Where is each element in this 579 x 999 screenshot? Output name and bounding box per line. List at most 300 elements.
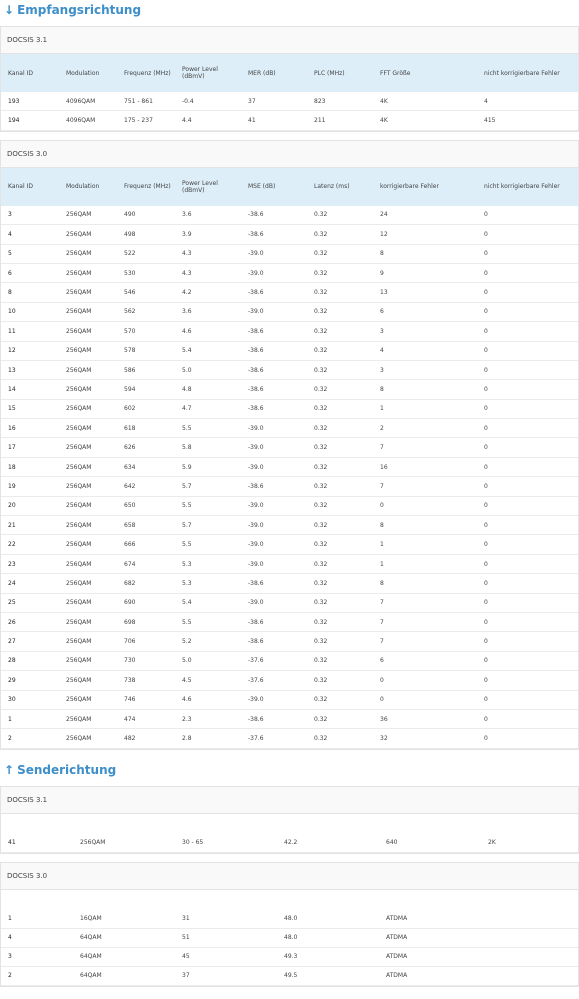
table-cell: 25: [1, 593, 59, 612]
table-cell: 562: [117, 302, 175, 321]
table-cell: 706: [117, 632, 175, 651]
table-cell: 256QAM: [59, 651, 117, 670]
table-cell: 0.32: [307, 341, 373, 360]
table-cell: 482: [117, 729, 175, 748]
table-cell: 498: [117, 225, 175, 244]
column-header: Kanal ID: [1, 54, 59, 92]
table-cell: 0: [373, 496, 477, 515]
table-cell: 0: [477, 612, 578, 631]
table-cell: 1: [373, 535, 477, 554]
table-cell: 0: [477, 206, 578, 225]
table-cell: 4.8: [175, 380, 241, 399]
table-cell: 2K: [481, 834, 578, 853]
table-cell: -38.6: [241, 206, 307, 225]
table-cell: 64QAM: [73, 928, 175, 947]
table-cell: 730: [117, 651, 175, 670]
table-cell: [481, 928, 578, 947]
table-row: [1, 244, 578, 263]
table-cell: 1: [1, 709, 59, 728]
downstream-docsis31-table: [1, 54, 578, 131]
table-cell: 7: [373, 438, 477, 457]
table-cell: 0: [477, 690, 578, 709]
table-row: [1, 516, 578, 535]
column-header: MER (dB): [241, 54, 307, 92]
table-row: [1, 380, 578, 399]
table-cell: 0.32: [307, 283, 373, 302]
table-cell: 0.32: [307, 593, 373, 612]
table-cell: 24: [373, 206, 477, 225]
table-cell: 17: [1, 438, 59, 457]
table-cell: 5.3: [175, 554, 241, 573]
table-row: [1, 457, 578, 476]
upstream-heading: [0, 760, 579, 780]
table-cell: -39.0: [241, 419, 307, 438]
table-cell: 0.32: [307, 438, 373, 457]
downstream-docsis30-table: [1, 168, 578, 749]
table-row: [1, 535, 578, 554]
table-cell: 6: [1, 263, 59, 282]
column-header: Power Level (dBmV): [175, 168, 241, 206]
table-cell: 256QAM: [59, 593, 117, 612]
table-cell: 3: [373, 360, 477, 379]
table-cell: 490: [117, 206, 175, 225]
table-cell: 7: [373, 477, 477, 496]
table-cell: 4096QAM: [59, 92, 117, 111]
table-cell: 0: [477, 477, 578, 496]
table-cell: -37.6: [241, 651, 307, 670]
table-cell: 49.3: [277, 947, 379, 966]
table-cell: 64QAM: [73, 966, 175, 985]
table-cell: 14: [1, 380, 59, 399]
table-cell: ATDMA: [379, 966, 481, 985]
table-cell: 16: [1, 419, 59, 438]
downstream-title: Empfangsrichtung: [17, 3, 142, 17]
table-cell: 0: [477, 729, 578, 748]
table-cell: 640: [379, 834, 481, 853]
table-cell: -39.0: [241, 593, 307, 612]
table-cell: 0.32: [307, 516, 373, 535]
table-cell: 2: [1, 966, 73, 985]
table-cell: 0: [477, 360, 578, 379]
table-cell: -37.6: [241, 671, 307, 690]
table-row: [1, 834, 578, 853]
table-cell: 29: [1, 671, 59, 690]
table-cell: 9: [373, 263, 477, 282]
table-cell: 5.5: [175, 535, 241, 554]
table-cell: 8: [373, 574, 477, 593]
table-cell: 0.32: [307, 206, 373, 225]
table-cell: 0: [477, 709, 578, 728]
table-cell: 256QAM: [59, 632, 117, 651]
table-cell: -38.6: [241, 632, 307, 651]
table-cell: 256QAM: [59, 671, 117, 690]
table-cell: 738: [117, 671, 175, 690]
table-cell: -38.6: [241, 612, 307, 631]
table-cell: -39.0: [241, 516, 307, 535]
table-cell: ATDMA: [379, 947, 481, 966]
table-cell: -0.4: [175, 92, 241, 111]
table-cell: 634: [117, 457, 175, 476]
table-cell: -38.6: [241, 399, 307, 418]
table-cell: 256QAM: [59, 457, 117, 476]
table-cell: 0.32: [307, 651, 373, 670]
table-cell: 3: [373, 322, 477, 341]
table-cell: 602: [117, 399, 175, 418]
table-cell: 0: [477, 341, 578, 360]
column-header: Power Level (dBmV): [175, 54, 241, 92]
table-cell: 256QAM: [59, 729, 117, 748]
table-cell: 2.3: [175, 709, 241, 728]
table-cell: 16: [373, 457, 477, 476]
table-cell: 28: [1, 651, 59, 670]
table-cell: 20: [1, 496, 59, 515]
table-cell: 23: [1, 554, 59, 573]
table-cell: 4K: [373, 92, 477, 111]
table-cell: 0: [477, 438, 578, 457]
table-cell: 49.5: [277, 966, 379, 985]
table-cell: 2: [373, 419, 477, 438]
table-cell: 0.32: [307, 690, 373, 709]
table-cell: 594: [117, 380, 175, 399]
table-cell: 823: [307, 92, 373, 111]
arrow-up-icon: ↑: [4, 762, 15, 777]
table-cell: 3.6: [175, 206, 241, 225]
table-cell: 5: [1, 244, 59, 263]
table-cell: 0: [477, 535, 578, 554]
upstream-docsis30-table: [1, 890, 578, 986]
table-cell: 0.32: [307, 554, 373, 573]
table-cell: 626: [117, 438, 175, 457]
table-cell: 0: [477, 593, 578, 612]
table-cell: 12: [1, 341, 59, 360]
table-cell: 256QAM: [59, 225, 117, 244]
table-row: [1, 302, 578, 321]
table-cell: [481, 910, 578, 929]
table-cell: 256QAM: [59, 419, 117, 438]
table-cell: -38.6: [241, 283, 307, 302]
table-cell: 3: [1, 206, 59, 225]
table-cell: 256QAM: [59, 516, 117, 535]
table-row: [1, 593, 578, 612]
column-header: Kanal ID: [1, 168, 59, 206]
table-cell: 0: [477, 399, 578, 418]
table-cell: -38.6: [241, 225, 307, 244]
arrow-down-icon: ↓: [4, 3, 15, 17]
table-row: [1, 671, 578, 690]
table-cell: 0.32: [307, 496, 373, 515]
table-cell: 4.3: [175, 263, 241, 282]
table-cell: 175 - 237: [117, 111, 175, 130]
table-cell: 4.4: [175, 111, 241, 130]
table-cell: 5.5: [175, 612, 241, 631]
table-cell: 0: [477, 419, 578, 438]
table-cell: 256QAM: [59, 283, 117, 302]
table-cell: 194: [1, 111, 59, 130]
table-cell: 0.32: [307, 457, 373, 476]
table-cell: 751 - 861: [117, 92, 175, 111]
table-cell: 256QAM: [59, 302, 117, 321]
table-cell: 0.32: [307, 612, 373, 631]
table-cell: 0: [373, 671, 477, 690]
table-cell: 256QAM: [59, 322, 117, 341]
table-cell: 0.32: [307, 380, 373, 399]
table-row: [1, 438, 578, 457]
table-cell: 0.32: [307, 399, 373, 418]
table-cell: ATDMA: [379, 910, 481, 929]
table-cell: 256QAM: [59, 554, 117, 573]
table-cell: -39.0: [241, 244, 307, 263]
table-cell: 16QAM: [73, 910, 175, 929]
table-cell: 3.6: [175, 302, 241, 321]
table-cell: -38.6: [241, 709, 307, 728]
table-cell: 256QAM: [73, 834, 175, 853]
table-row: [1, 690, 578, 709]
table-cell: 19: [1, 477, 59, 496]
upstream-docsis30-panel: [0, 862, 579, 987]
table-row: [1, 966, 578, 985]
table-row: [1, 496, 578, 515]
table-cell: 0: [477, 574, 578, 593]
table-cell: 0: [477, 496, 578, 515]
upstream-docsis30-label: DOCSIS 3.0: [1, 863, 578, 890]
table-cell: 0.32: [307, 574, 373, 593]
table-cell: 0.32: [307, 263, 373, 282]
table-cell: 5.2: [175, 632, 241, 651]
table-cell: 5.5: [175, 496, 241, 515]
upstream-docsis31-panel: [0, 786, 579, 854]
table-cell: 51: [175, 928, 277, 947]
table-cell: 546: [117, 283, 175, 302]
table-cell: 256QAM: [59, 438, 117, 457]
table-cell: 0.32: [307, 419, 373, 438]
table-row: [1, 574, 578, 593]
table-row: [1, 360, 578, 379]
table-cell: -37.6: [241, 729, 307, 748]
table-row: [1, 399, 578, 418]
table-cell: 4: [373, 341, 477, 360]
table-cell: 4.2: [175, 283, 241, 302]
table-cell: 6: [373, 302, 477, 321]
table-cell: 45: [175, 947, 277, 966]
table-cell: 4.6: [175, 322, 241, 341]
table-cell: 42.2: [277, 834, 379, 853]
table-cell: 256QAM: [59, 360, 117, 379]
table-cell: 2.8: [175, 729, 241, 748]
table-cell: 13: [373, 283, 477, 302]
table-row: [1, 554, 578, 573]
table-cell: 8: [373, 244, 477, 263]
table-cell: 5.0: [175, 651, 241, 670]
table-cell: 256QAM: [59, 399, 117, 418]
table-cell: 193: [1, 92, 59, 111]
table-cell: 586: [117, 360, 175, 379]
table-cell: 4: [1, 928, 73, 947]
table-cell: 415: [477, 111, 578, 130]
table-cell: 21: [1, 516, 59, 535]
table-cell: 8: [1, 283, 59, 302]
table-cell: 256QAM: [59, 496, 117, 515]
table-cell: 36: [373, 709, 477, 728]
table-row: [1, 322, 578, 341]
table-cell: 666: [117, 535, 175, 554]
table-cell: 0: [477, 651, 578, 670]
downstream-docsis31-panel: [0, 26, 579, 132]
table-row: [1, 928, 578, 947]
table-cell: 7: [373, 632, 477, 651]
table-cell: 0: [477, 322, 578, 341]
table-cell: 10: [1, 302, 59, 321]
table-cell: 650: [117, 496, 175, 515]
table-cell: 5.4: [175, 593, 241, 612]
table-cell: 26: [1, 612, 59, 631]
table-cell: 1: [373, 399, 477, 418]
table-cell: 4: [477, 92, 578, 111]
table-cell: -39.0: [241, 438, 307, 457]
table-row: [1, 341, 578, 360]
table-cell: 0: [477, 516, 578, 535]
table-row: [1, 263, 578, 282]
table-row: [1, 612, 578, 631]
table-cell: 0.32: [307, 632, 373, 651]
table-cell: 5.3: [175, 574, 241, 593]
table-cell: 570: [117, 322, 175, 341]
table-cell: 32: [373, 729, 477, 748]
table-cell: 474: [117, 709, 175, 728]
table-cell: 530: [117, 263, 175, 282]
table-cell: 31: [175, 910, 277, 929]
table-cell: 11: [1, 322, 59, 341]
table-cell: 8: [373, 516, 477, 535]
table-cell: 256QAM: [59, 341, 117, 360]
table-row: [1, 92, 578, 111]
table-cell: 5.7: [175, 516, 241, 535]
table-cell: -38.6: [241, 360, 307, 379]
downstream-docsis31-label: DOCSIS 3.1: [1, 27, 578, 54]
table-cell: 3: [1, 947, 73, 966]
table-cell: -38.6: [241, 322, 307, 341]
table-cell: 0.32: [307, 244, 373, 263]
table-cell: 41: [1, 834, 73, 853]
table-cell: 4.6: [175, 690, 241, 709]
table-cell: 24: [1, 574, 59, 593]
table-cell: 37: [241, 92, 307, 111]
table-cell: -39.0: [241, 535, 307, 554]
table-cell: 256QAM: [59, 709, 117, 728]
table-row: [1, 283, 578, 302]
table-cell: 1: [373, 554, 477, 573]
table-cell: 578: [117, 341, 175, 360]
table-row: [1, 419, 578, 438]
table-row: [1, 225, 578, 244]
table-cell: 15: [1, 399, 59, 418]
table-cell: 48.0: [277, 910, 379, 929]
column-header: nicht korrigierbare Fehler: [477, 54, 578, 92]
table-cell: 37: [175, 966, 277, 985]
table-cell: 0.32: [307, 709, 373, 728]
table-cell: 256QAM: [59, 206, 117, 225]
table-cell: 618: [117, 419, 175, 438]
table-cell: 0: [477, 671, 578, 690]
table-cell: 4.5: [175, 671, 241, 690]
table-cell: -38.6: [241, 477, 307, 496]
table-cell: 5.0: [175, 360, 241, 379]
table-cell: -38.6: [241, 380, 307, 399]
table-row: [1, 651, 578, 670]
table-row: [1, 111, 578, 130]
table-cell: 4: [1, 225, 59, 244]
table-cell: 6: [373, 651, 477, 670]
column-header: korrigierbare Fehler: [373, 168, 477, 206]
table-cell: -39.0: [241, 496, 307, 515]
table-cell: 256QAM: [59, 535, 117, 554]
table-cell: 0: [477, 244, 578, 263]
table-cell: 48.0: [277, 928, 379, 947]
table-cell: 7: [373, 593, 477, 612]
table-row: [1, 910, 578, 929]
table-cell: 1: [1, 910, 73, 929]
table-cell: [481, 947, 578, 966]
table-cell: 4.7: [175, 399, 241, 418]
table-cell: 256QAM: [59, 690, 117, 709]
table-cell: 5.5: [175, 419, 241, 438]
column-header: nicht korrigierbare Fehler: [477, 168, 578, 206]
table-cell: -39.0: [241, 554, 307, 573]
table-cell: 12: [373, 225, 477, 244]
table-cell: 30: [1, 690, 59, 709]
table-cell: 0.32: [307, 729, 373, 748]
table-cell: 256QAM: [59, 477, 117, 496]
table-cell: 5.9: [175, 457, 241, 476]
table-cell: 0.32: [307, 360, 373, 379]
table-cell: 642: [117, 477, 175, 496]
table-cell: 3.9: [175, 225, 241, 244]
table-row: [1, 632, 578, 651]
table-row: [1, 477, 578, 496]
table-cell: 0: [477, 632, 578, 651]
column-header: MSE (dB): [241, 168, 307, 206]
column-header: Latenz (ms): [307, 168, 373, 206]
table-cell: 698: [117, 612, 175, 631]
table-cell: -39.0: [241, 690, 307, 709]
table-cell: 0: [477, 554, 578, 573]
table-cell: 746: [117, 690, 175, 709]
table-cell: 8: [373, 380, 477, 399]
table-cell: 18: [1, 457, 59, 476]
table-cell: 4.3: [175, 244, 241, 263]
table-cell: 0: [477, 457, 578, 476]
downstream-docsis30-label: DOCSIS 3.0: [1, 141, 578, 168]
table-cell: 256QAM: [59, 244, 117, 263]
table-cell: 27: [1, 632, 59, 651]
column-header: Frequenz (MHz): [117, 168, 175, 206]
table-cell: 4K: [373, 111, 477, 130]
table-cell: 682: [117, 574, 175, 593]
table-cell: 0.32: [307, 477, 373, 496]
table-cell: 658: [117, 516, 175, 535]
table-cell: -39.0: [241, 457, 307, 476]
table-cell: 256QAM: [59, 574, 117, 593]
table-cell: 674: [117, 554, 175, 573]
table-cell: 256QAM: [59, 380, 117, 399]
table-cell: 0.32: [307, 302, 373, 321]
table-cell: -39.0: [241, 302, 307, 321]
upstream-docsis31-label: DOCSIS 3.1: [1, 787, 578, 814]
table-row: [1, 947, 578, 966]
table-cell: 0.32: [307, 535, 373, 554]
table-cell: 22: [1, 535, 59, 554]
table-cell: 0.32: [307, 225, 373, 244]
table-cell: 7: [373, 612, 477, 631]
